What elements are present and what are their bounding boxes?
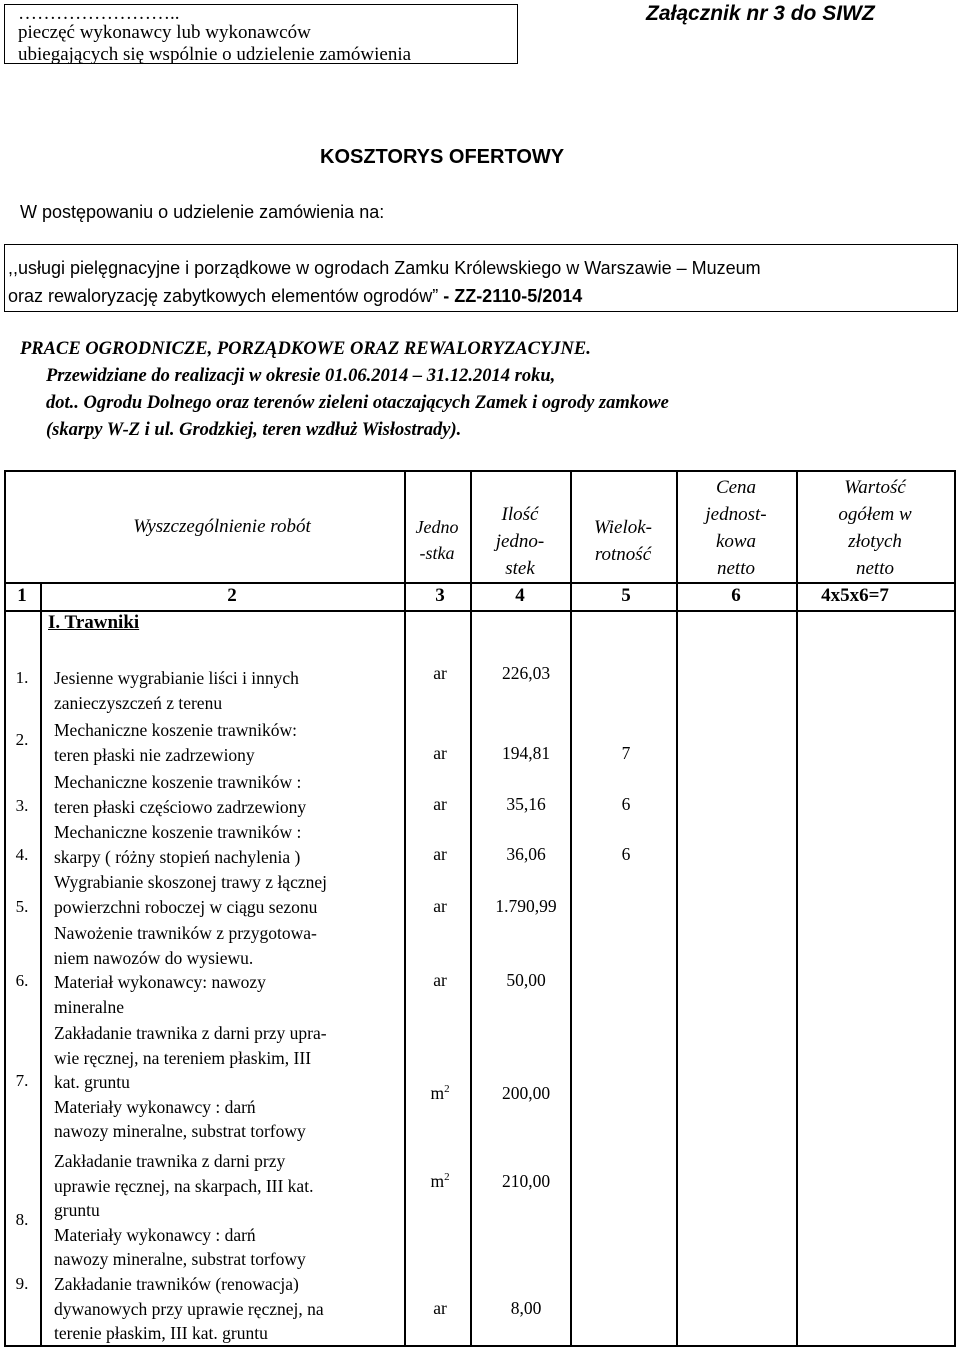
row-description [54, 1272, 404, 1346]
reference-code: - ZZ-2110-5/2014 [443, 286, 583, 306]
stamp-dots: …………………….. [18, 3, 180, 24]
header-value-line-4: netto [856, 558, 894, 579]
row-quantity: 226,03 [501, 663, 551, 683]
row-description-line: niem nawozów do wysiewu. [54, 947, 254, 968]
column-number-7: 4x5x6=7 [821, 585, 889, 606]
row-description-line: kat. gruntu [54, 1072, 130, 1092]
subject-line-2 [8, 281, 582, 311]
row-quantity: 50,00 [506, 970, 546, 990]
row-multiplicity: 6 [621, 844, 631, 864]
row-number: 5. [15, 897, 29, 916]
row-description [54, 718, 404, 767]
row-description [54, 1149, 404, 1272]
row-description-line: teren płaski częściowo zadrzewiony [54, 796, 307, 817]
row-unit-superscript: 2 [444, 1083, 450, 1096]
row-description-line: Zakładanie trawników (renowacja) [54, 1274, 299, 1294]
header-quantity-line-3: stek [505, 558, 535, 579]
column-number-6: 6 [731, 585, 741, 606]
row-description-line: Zakładanie trawnika z darni przy upra- [54, 1023, 327, 1043]
row-unit: ar [433, 844, 447, 864]
header-total-value [796, 474, 954, 582]
row-multiplicity: 6 [621, 794, 631, 814]
row-description [54, 820, 404, 869]
row-number: 8. [15, 1210, 29, 1229]
row-unit-text: m [430, 1083, 445, 1103]
row-description-line: Mechaniczne koszenie trawników : [54, 772, 302, 792]
header-price-line-3: kowa [715, 531, 757, 552]
header-value-line-1: Wartość [844, 477, 906, 498]
row-description-line: terenie płaskim, III kat. gruntu [54, 1323, 268, 1343]
procedure-intro: W postępowaniu o udzielenie zamówienia na: [20, 202, 385, 222]
section-title: I. Trawniki [48, 612, 140, 633]
row-number: 6. [15, 971, 29, 990]
row-quantity: 210,00 [501, 1171, 551, 1191]
table-col-line-2 [404, 470, 406, 1346]
subject-line-1: ,,usługi pielęgnacyjne i porządkowe w ogrodach Zamku Królewskiego w Warszawie – Muzeum [8, 258, 761, 278]
works-title: PRACE OGRODNICZE, PORZĄDKOWE ORAZ REWALORYZACYJNE. [20, 339, 591, 359]
row-quantity: 36,06 [506, 844, 546, 864]
row-number: 9. [15, 1274, 29, 1293]
table-header-divider [4, 582, 956, 584]
row-description-line: Materiały wykonawcy : darń [54, 1096, 256, 1117]
table-col-line-5 [676, 470, 678, 1346]
header-price-line-1: Cena [715, 477, 757, 498]
row-unit: ar [433, 970, 447, 990]
row-quantity: 200,00 [501, 1083, 551, 1103]
row-unit [410, 1083, 470, 1104]
stamp-line-2: ubiegających się wspólnie o udzielenie zamówienia [18, 44, 412, 65]
table-col-line-3 [470, 470, 472, 1346]
stamp-line-1: pieczęć wykonawcy lub wykonawców [18, 22, 311, 43]
column-number-1: 1 [17, 585, 27, 606]
row-quantity: 35,16 [506, 794, 546, 814]
row-quantity: 8,00 [510, 1298, 542, 1318]
header-multiplicity-line-1: Wielok- [593, 517, 653, 538]
row-description [54, 870, 404, 919]
table-border-right [954, 470, 956, 1346]
document-title: KOSZTORYS OFERTOWY [320, 146, 565, 168]
table-border-top [4, 470, 956, 472]
header-value-line-2: ogółem w [838, 504, 912, 525]
row-description [54, 921, 404, 1019]
row-description-line: Materiał wykonawcy: nawozy [54, 972, 266, 992]
row-number: 1. [15, 668, 29, 687]
row-number: 2. [15, 730, 29, 749]
row-quantity: 194,81 [501, 743, 551, 763]
row-description-line: wie ręcznej, na tereniem płaskim, III [54, 1047, 312, 1068]
row-description-line: Nawożenie trawników z przygotowa- [54, 923, 317, 943]
row-unit-text: m [430, 1171, 445, 1191]
table-colnum-divider [4, 610, 956, 612]
row-description-line: Jesienne wygrabianie liści i innych [54, 668, 299, 688]
column-number-4: 4 [515, 585, 525, 606]
row-number: 3. [15, 796, 29, 815]
row-description-line: Materiały wykonawcy : darń [54, 1224, 256, 1245]
column-number-5: 5 [621, 585, 631, 606]
annex-title: Załącznik nr 3 do SIWZ [646, 2, 875, 25]
row-description-line: zanieczyszczeń z terenu [54, 692, 223, 713]
row-quantity: 1.790,99 [495, 896, 557, 916]
row-number: 4. [15, 845, 29, 864]
subject-line-2-text: oraz rewaloryzację zabytkowych elementów ogrodów” [8, 286, 444, 306]
header-price-line-2: jednost- [705, 504, 767, 525]
works-scope-1: dot.. Ogrodu Dolnego oraz terenów zieleni otaczających Zamek i ogrody zamkowe [46, 393, 669, 413]
row-unit: ar [433, 1298, 447, 1318]
row-description-line: mineralne [54, 996, 124, 1017]
header-quantity-line-2: jedno- [495, 531, 545, 552]
row-description [54, 1021, 404, 1144]
header-quantity-line-1: Ilość [501, 504, 539, 525]
header-unit-line-1: Jedno [415, 517, 459, 537]
table-col-line-1 [40, 582, 42, 1346]
row-description-line: teren płaski nie zadrzewiony [54, 744, 255, 765]
table-border-bottom-right [690, 1345, 956, 1347]
row-description-line: Mechaniczne koszenie trawników : [54, 822, 302, 842]
works-period: Przewidziane do realizacji w okresie 01.06.2014 – 31.12.2014 roku, [46, 366, 556, 386]
header-description: Wyszczególnienie robót [133, 516, 311, 537]
header-unit [404, 514, 470, 566]
column-number-3: 3 [435, 585, 445, 606]
row-description-line: skarpy ( różny stopień nachylenia ) [54, 846, 301, 867]
row-description-line: Mechaniczne koszenie trawników: [54, 720, 297, 740]
row-number: 7. [15, 1071, 29, 1090]
column-number-2: 2 [227, 585, 237, 606]
row-description [54, 770, 404, 819]
row-description-line: Zakładanie trawnika z darni przy [54, 1151, 286, 1171]
row-multiplicity: 7 [621, 743, 631, 763]
table-col-line-6 [796, 470, 798, 1346]
header-value-line-3: złotych [848, 531, 902, 552]
header-unit-price [676, 474, 796, 582]
row-description-line: powierzchni roboczej w ciągu sezonu [54, 896, 318, 917]
row-description-line: nawozy mineralne, substrat torfowy [54, 1249, 306, 1269]
header-quantity [470, 501, 570, 582]
row-unit: ar [433, 663, 447, 683]
row-description-line: gruntu [54, 1200, 100, 1220]
header-unit-line-2: -stka [419, 543, 455, 563]
row-description-line: dywanowych przy uprawie ręcznej, na [54, 1298, 324, 1319]
row-description-line: uprawie ręcznej, na skarpach, III kat. [54, 1175, 314, 1196]
header-multiplicity [570, 514, 676, 568]
row-unit: ar [433, 896, 447, 916]
row-description-line: Wygrabianie skoszonej trawy z łącznej [54, 872, 327, 892]
works-scope-2: (skarpy W-Z i ul. Grodzkiej, teren wzdłuż Wisłostrady). [46, 420, 462, 440]
row-description [54, 666, 404, 715]
row-description-line: nawozy mineralne, substrat torfowy [54, 1121, 306, 1141]
header-multiplicity-line-2: rotność [594, 544, 652, 565]
row-unit: ar [433, 794, 447, 814]
row-unit [410, 1171, 470, 1192]
row-unit-superscript: 2 [444, 1171, 450, 1184]
row-unit: ar [433, 743, 447, 763]
header-price-line-4: netto [717, 558, 755, 579]
